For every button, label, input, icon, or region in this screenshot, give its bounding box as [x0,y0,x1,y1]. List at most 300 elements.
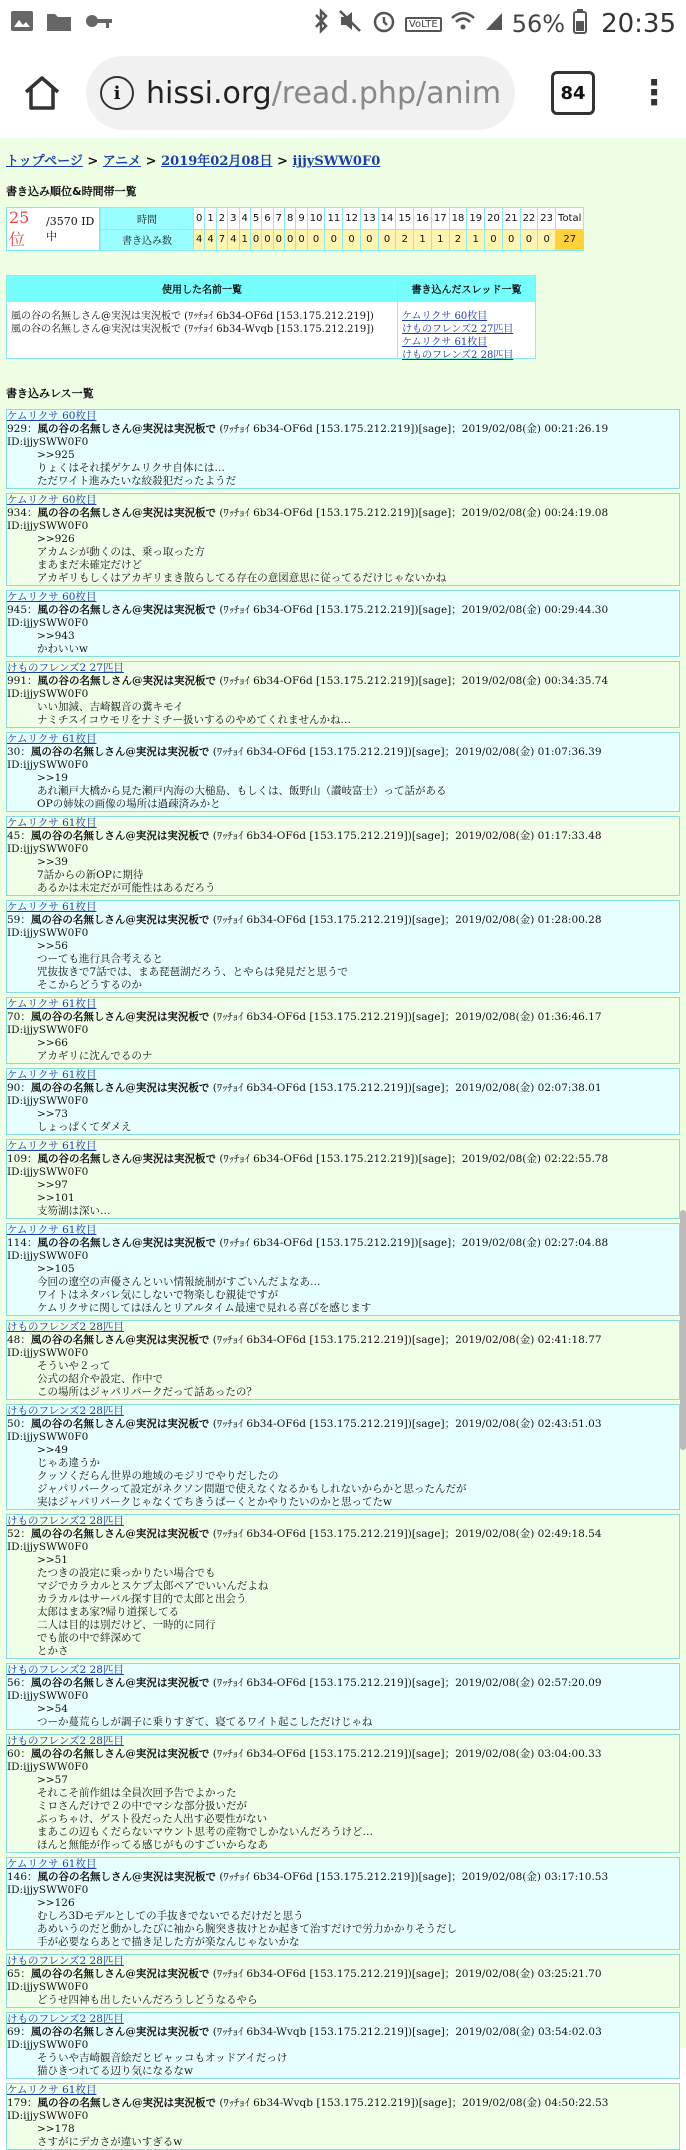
post-line: でも旅の中で絆深めて [37,1632,142,1644]
wifi-icon [450,10,476,38]
post-separator: ； [451,675,462,687]
post-separator: ； [444,1968,456,1980]
post-line: まあこの辺もくだらないマウント思考の産物でしかないんだろうけど… [37,1826,373,1838]
hour-header-cell: 22 [520,208,538,230]
post-header [7,1871,679,1897]
hour-header-cell: 0 [194,208,205,230]
post-author: 風の谷の名無しさん@実況は実況板で [37,1871,217,1883]
rank-section-title: 書き込み順位&時間帯一覧 [6,185,137,198]
names-list [7,302,397,358]
hour-count-cell: 0 [343,229,361,251]
post-line: >>19 [37,772,68,784]
post-date: 2019/02/08(金) 00:29:44.30 ID:ijjySWW0F0 [7,604,609,629]
hour-header-cell: 13 [360,208,378,230]
hour-count-cell: 0 [296,229,307,251]
post-line: >>126 [37,1897,75,1909]
post-separator: ： [20,1748,31,1760]
post-trip: (ﾜｯﾁｮｲ 6b34-OF6d [153.175.212.219])[sage] [212,1418,445,1430]
post [6,1404,680,1510]
post-separator: ： [27,675,38,687]
post-line: 7話からの新OPに期待 [37,869,144,881]
post-number: 45 [7,830,21,842]
post-trip: (ﾜｯﾁｮｲ 6b34-OF6d [153.175.212.219])[sage] [212,1968,445,1980]
post-separator: ： [20,2026,31,2038]
rank-table [6,207,680,251]
post-thread-link[interactable]: けものフレンズ2 28匹目 [7,2013,124,2025]
breadcrumb-category-link[interactable]: アニメ [102,154,142,169]
scrollbar[interactable] [680,1210,686,1450]
post-number: 52 [7,1528,21,1540]
post-line: 二人は目的は別だけど、一時的に同行 [37,1619,216,1631]
post-thread-link[interactable]: ケムリクサ 61枚目 [7,901,97,913]
post [6,732,680,812]
post-author: 風の谷の名無しさん@実況は実況板で [30,1418,210,1430]
post-body [7,1774,679,1852]
post-number: 90 [7,1082,21,1094]
folder-icon [46,10,72,38]
overflow-menu-icon[interactable]: ⋮ [637,73,672,113]
post-header [7,1153,679,1179]
post [6,1514,680,1659]
post-thread-link[interactable]: ケムリクサ 61枚目 [7,1069,97,1081]
battery-percent: 56% [511,10,566,38]
threads-header: 書き込んだスレッド一覧 [398,276,535,302]
url-path: /read.php/anim [271,75,502,111]
post-trip: (ﾜｯﾁｮｲ 6b34-Wvqb [153.175.212.219])[sage] [212,2026,445,2038]
hour-header-cell: 23 [538,208,556,230]
post-date: 2019/02/08(金) 01:28:00.28 ID:ijjySWW0F0 [7,914,602,939]
post-line: 公式の紹介や設定、作中で [37,1373,163,1385]
post-body [7,1703,679,1729]
threads-column [398,276,535,361]
post-trip: (ﾜｯﾁｮｲ 6b34-OF6d [153.175.212.219])[sage] [212,830,445,842]
post-date: 2019/02/08(金) 02:43:51.03 ID:ijjySWW0F0 [7,1418,602,1443]
post-thread-link[interactable]: ケムリクサ 61枚目 [7,1224,97,1236]
hour-count-cell: 4 [228,229,239,251]
post-number: 59 [7,914,21,926]
post-number: 945 [7,604,28,616]
post-thread-link[interactable]: ケムリクサ 61枚目 [7,2084,97,2096]
status-right-icons [313,8,676,40]
post-author: 風の谷の名無しさん@実況は実況板で [30,1968,210,1980]
post-header [7,604,679,630]
post-number: 109 [7,1153,28,1165]
hour-header-cell: 12 [343,208,361,230]
count-label: 書き込み数 [101,229,194,251]
posts-section-title: 書き込みレス一覧 [6,387,94,400]
post-header [7,423,679,449]
browser-toolbar [0,48,686,138]
hour-header-cell: 16 [414,208,432,230]
breadcrumb-sep: > [141,154,162,169]
thread-link[interactable]: けものフレンズ2 27匹目 [402,324,514,335]
post-body [7,2123,679,2149]
post-line: あれ瀬戸大橋から見た瀬戸内海の大槌島、もしくは、飯野山（讃岐富士）って話がある [37,785,447,797]
breadcrumb [6,150,680,169]
post-line: まあまだ未確定だけど [37,559,142,571]
post-thread-link[interactable]: ケムリクサ 61枚目 [7,998,97,1010]
post-body [7,856,679,895]
post-thread-link[interactable]: ケムリクサ 60枚目 [7,591,97,603]
post-body [7,701,679,727]
names-table [6,275,536,359]
post-separator: ： [27,604,38,616]
post-date: 2019/02/08(金) 01:17:33.48 ID:ijjySWW0F0 [7,830,602,855]
post-header [7,1528,679,1554]
key-icon [84,10,114,38]
home-icon [22,74,62,112]
thread-link[interactable]: けものフレンズ2 28匹目 [402,350,514,361]
post-number: 146 [7,1871,28,1883]
post-number: 114 [7,1237,28,1249]
post-author: 風の谷の名無しさん@実況は実況板で [37,1153,217,1165]
post-trip: (ﾜｯﾁｮｲ 6b34-OF6d [153.175.212.219])[sage] [212,746,445,758]
post-author: 風の谷の名無しさん@実況は実況板で [30,1528,210,1540]
post-trip: (ﾜｯﾁｮｲ 6b34-OF6d [153.175.212.219])[sage] [212,1528,445,1540]
post-line: 猫ひきつれてる辺り気になるなw [37,2065,193,2077]
post-thread-link[interactable]: ケムリクサ 60枚目 [7,494,97,506]
post-separator: ： [27,1237,38,1249]
post-separator: ： [20,1418,31,1430]
hour-count-cell: 4 [205,229,216,251]
post-author: 風の谷の名無しさん@実況は実況板で [30,914,210,926]
post-line: あるかは未定だが可能性はあるだろう [37,882,216,894]
post-trip: (ﾜｯﾁｮｲ 6b34-OF6d [153.175.212.219])[sage] [212,1748,445,1760]
post [6,2083,680,2150]
post-body [7,1554,679,1658]
hour-header-cell: 2 [216,208,227,230]
signal-icon [484,10,504,38]
post-line: そういや吉崎観音絵だとビャッコもオッドアイだっけ [37,2052,288,2064]
hour-count-cell: 1 [239,229,250,251]
post-number: 991 [7,675,28,687]
post-line: >>39 [37,856,68,868]
post-author: 風の谷の名無しさん@実況は実況板で [30,1011,210,1023]
hour-header-cell: 9 [296,208,307,230]
post-trip: (ﾜｯﾁｮｲ 6b34-OF6d [153.175.212.219])[sage] [212,1677,445,1689]
post-separator: ： [27,507,38,519]
post-body [7,1897,679,1949]
hour-count-cell: 1 [431,229,449,251]
post [6,900,680,993]
hour-header-cell: 17 [431,208,449,230]
post-thread-link[interactable]: ケムリクサ 61枚目 [7,733,97,745]
post-thread-link[interactable]: けものフレンズ2 28匹目 [7,1515,124,1527]
hour-count-cell: 2 [396,229,414,251]
post-separator: ； [451,2097,463,2109]
name-entry: 風の谷の名無しさん@実況は実況板で (ﾜｯﾁｮｲ 6b34-OF6d [153.175.212.219]) [11,311,374,322]
post-line: さすがにデカさが違いすぎるw [37,2136,183,2148]
hour-header-cell: 20 [485,208,503,230]
post-header [7,1748,679,1774]
post-separator: ； [451,507,462,519]
post-author: 風の谷の名無しさん@実況は実況板で [37,2097,217,2109]
post-author: 風の谷の名無しさん@実況は実況板で [37,675,217,687]
post-author: 風の谷の名無しさん@実況は実況板で [30,2026,210,2038]
post [6,2012,680,2079]
hour-count-cell: 0 [250,229,261,251]
mute-icon [337,8,363,40]
post-line: ワイトはネタバレ気にしないで物楽しむ親徒ですが [37,1289,279,1301]
post-header [7,1237,679,1263]
info-icon[interactable]: i [100,76,134,110]
post-line: どうせ四神も出したいんだろうしどうなるやら [37,1994,258,2006]
post-author: 風の谷の名無しさん@実況は実況板で [30,1082,210,1094]
post-line: クッソくだらん世界の地域のモジリでやりだしたの [37,1470,279,1482]
hour-count-cell: 0 [262,229,273,251]
post-line: >>105 [37,1263,75,1275]
post-separator: ： [27,1153,38,1165]
post-thread-link[interactable]: けものフレンズ2 27匹目 [7,662,124,674]
post-line: >>178 [37,2123,75,2135]
post [6,409,680,489]
post-line: じゃあ違うか [37,1457,100,1469]
post-separator: ； [444,2026,456,2038]
post-separator: ： [20,1334,31,1346]
hour-count-cell: 0 [538,229,556,251]
post-number: 69 [7,2026,21,2038]
post-line: >>97 [37,1179,68,1191]
post-line: マジでカラカルとスケブ太郎ペアでいいんだよね [37,1580,269,1592]
post-separator: ； [444,914,456,926]
post-number: 50 [7,1418,21,1430]
post-trip: (ﾜｯﾁｮｲ 6b34-Wvqb [153.175.212.219])[sage] [219,2097,452,2109]
post-separator: ： [20,1677,31,1689]
rank-number: 25 位 [9,208,30,249]
hour-header-cell: 7 [273,208,284,230]
post-separator: ： [20,1082,31,1094]
post-line: >>56 [37,940,68,952]
post-separator: ； [444,1677,456,1689]
post-author: 風の谷の名無しさん@実況は実況板で [30,1748,210,1760]
post-separator: ； [451,423,462,435]
post-line: 太郎はまあ家?帰り道探してる [37,1606,180,1618]
post-trip: (ﾜｯﾁｮｲ 6b34-OF6d [153.175.212.219])[sage] [219,675,452,687]
post-trip: (ﾜｯﾁｮｲ 6b34-OF6d [153.175.212.219])[sage] [212,1082,445,1094]
hour-count-cell: 0 [378,229,396,251]
post-body [7,630,679,656]
post-separator: ： [20,1011,31,1023]
post-body [7,1994,679,2007]
post-line: ケムリクサに関してはほんとリアルタイム最速で見れる喜びを感じます [37,1302,372,1314]
post-separator: ； [451,1237,462,1249]
posts-list [6,409,680,2150]
post-line: OPの姉妹の画像の場所は過疎済みかと [37,798,221,810]
post-line: ただワイト進みたいな絞殺犯だったようだ [37,475,237,487]
post-header [7,675,679,701]
post-date: 2019/02/08(金) 02:22:55.78 ID:ijjySWW0F0 [7,1153,609,1178]
post-date: 2019/02/08(金) 03:17:10.53 ID:ijjySWW0F0 [7,1871,609,1896]
hour-count-cell: 0 [307,229,325,251]
post-line: 実はジャパリパークじゃなくてちきうぱーくとかやりたいのかと思ってたw [37,1496,392,1508]
post-line: >>66 [37,1037,68,1049]
time-label: 時間 [101,208,194,230]
hour-header-cell: 5 [250,208,261,230]
post-trip: (ﾜｯﾁｮｲ 6b34-OF6d [153.175.212.219])[sage] [219,1871,452,1883]
post-header [7,1418,679,1444]
post [6,816,680,896]
page-content [0,138,686,2148]
hour-header-cell: 21 [502,208,520,230]
post-line: つーか蔓荒らしが調子に乗りすぎて、寝てるワイト起こしただけじゃね [37,1716,373,1728]
post [6,1139,680,1219]
post-body [7,1263,679,1315]
post-thread-link[interactable]: ケムリクサ 61枚目 [7,1858,97,1870]
status-left-icons [10,10,114,38]
post-thread-link[interactable]: ケムリクサ 61枚目 [7,817,97,829]
post-thread-link[interactable]: ケムリクサ 61枚目 [7,1140,97,1152]
post-thread-link[interactable]: けものフレンズ2 28匹目 [7,1664,124,1676]
post-separator: ： [27,2097,38,2109]
post-trip: (ﾜｯﾁｮｲ 6b34-OF6d [153.175.212.219])[sage] [219,1237,452,1249]
post [6,1223,680,1316]
post-number: 48 [7,1334,21,1346]
hour-header-cell: 1 [205,208,216,230]
breadcrumb-top-link[interactable]: トップページ [6,154,83,169]
post-date: 2019/02/08(金) 02:07:38.01 ID:ijjySWW0F0 [7,1082,602,1107]
post-date: 2019/02/08(金) 00:21:26.19 ID:ijjySWW0F0 [7,423,609,448]
post-line: いい加減、吉崎観音の糞キモイ [37,701,184,713]
hour-header-cell: 15 [396,208,414,230]
post-date: 2019/02/08(金) 00:34:35.74 ID:ijjySWW0F0 [7,675,609,700]
post-header [7,830,679,856]
image-icon [10,10,34,38]
post-date: 2019/02/08(金) 02:27:04.88 ID:ijjySWW0F0 [7,1237,609,1262]
hour-count-cell: 0 [502,229,520,251]
post-line: >>926 [37,533,75,545]
hour-count-cell: 2 [449,229,467,251]
post-author: 風の谷の名無しさん@実況は実況板で [37,507,217,519]
hour-count-cell: 0 [520,229,538,251]
url-host: hissi.org [146,75,272,111]
post-line: 手が必要ならあとで描き足した方が楽なんじゃないかな [37,1936,300,1948]
breadcrumb-id-link[interactable]: ijjySWW0F0 [292,154,381,169]
post-date: 2019/02/08(金) 03:04:00.33 ID:ijjySWW0F0 [7,1748,602,1773]
post-thread-link[interactable]: けものフレンズ2 28匹目 [7,1735,124,1747]
post-separator: ； [444,1418,456,1430]
hour-count-cell: 1 [467,229,485,251]
names-column [7,276,398,358]
post-line: >>51 [37,1554,68,1566]
post-separator: ； [451,1153,462,1165]
post [6,590,680,657]
post-body [7,1444,679,1509]
hour-header-cell: 10 [307,208,325,230]
status-bar [0,0,686,48]
rank-total: /3570 ID中 [46,214,95,243]
hour-count-cell: 0 [285,229,296,251]
post-body [7,533,679,585]
hour-header-cell: 3 [228,208,239,230]
post [6,1954,680,2008]
hour-header-cell: Total [556,208,584,230]
post-number: 929 [7,423,28,435]
post-line: カラカルはサーバル探す目的で太郎と出会う [37,1593,247,1605]
post-author: 風の谷の名無しさん@実況は実況板で [37,1237,217,1249]
post-number: 30 [7,746,21,758]
post-line: >>49 [37,1444,68,1456]
post-date: 2019/02/08(金) 03:25:21.70 ID:ijjySWW0F0 [7,1968,602,1993]
names-header: 使用した名前一覧 [7,276,397,302]
post-number: 179 [7,2097,28,2109]
post [6,1857,680,1950]
home-button[interactable] [12,63,72,123]
post [6,997,680,1064]
post-body [7,1037,679,1063]
thread-link[interactable]: ケムリクサ 60枚目 [402,311,488,322]
hour-count-cell: 0 [485,229,503,251]
post-thread-link[interactable]: けものフレンズ2 28匹目 [7,1321,124,1333]
post-header [7,1334,679,1360]
post-separator: ； [444,1082,456,1094]
post-trip: (ﾜｯﾁｮｲ 6b34-OF6d [153.175.212.219])[sage] [219,1153,452,1165]
post-separator: ； [444,1528,456,1540]
post-number: 70 [7,1011,21,1023]
post-header [7,507,679,533]
battery-icon [573,8,587,40]
post-number: 65 [7,1968,21,1980]
post-trip: (ﾜｯﾁｮｲ 6b34-OF6d [153.175.212.219])[sage] [219,423,452,435]
post-line: ナミチスイコウモリをナミチー扱いするのやめてくれませんかね… [37,714,351,726]
post-body [7,1360,679,1399]
post-separator: ： [20,1528,31,1540]
post-date: 2019/02/08(金) 03:54:02.03 ID:ijjySWW0F0 [7,2026,602,2051]
hour-header-cell: 11 [325,208,343,230]
breadcrumb-date-link[interactable]: 2019年02月08日 [161,154,273,169]
post-separator: ； [444,1748,456,1760]
post-thread-link[interactable]: けものフレンズ2 28匹目 [7,1955,124,1967]
post-line: 咒抜抜きで7話では、まあ琵琶湖だろう、とやらは発見だと思うで [37,966,349,978]
thread-link[interactable]: ケムリクサ 61枚目 [402,337,488,348]
post-author: 風の谷の名無しさん@実況は実況板で [37,423,217,435]
post [6,493,680,586]
post [6,1320,680,1400]
post-line: 今回の遼空の声優さんといい情報統制がすごいんだよなあ… [37,1276,321,1288]
post-body [7,940,679,992]
hour-header-cell: 19 [467,208,485,230]
post-trip: (ﾜｯﾁｮｲ 6b34-OF6d [153.175.212.219])[sage] [212,1334,445,1346]
post-author: 風の谷の名無しさん@実況は実況板で [30,1334,210,1346]
post-header [7,1082,679,1108]
post-body [7,1108,679,1134]
name-entry: 風の谷の名無しさん@実況は実況板で (ﾜｯﾁｮｲ 6b34-Wvqb [153.175.212.219]) [11,324,375,335]
post-date: 2019/02/08(金) 04:50:22.53 ID:ijjySWW0F0 [7,2097,609,2122]
post-line: たつきの設定に乗っかりたい場合でも [37,1567,216,1579]
post-date: 2019/02/08(金) 02:57:20.09 ID:ijjySWW0F0 [7,1677,602,1702]
post-line: とかさ [37,1645,69,1657]
post-line: あめいうのだと動かしたびに袖から腕突き抜けとか起きて治すだけで労力かかりそうだし [37,1923,457,1935]
post-author: 風の谷の名無しさん@実況は実況板で [30,746,210,758]
hour-count-cell: 7 [216,229,227,251]
post-thread-link[interactable]: ケムリクサ 60枚目 [7,410,97,422]
post-number: 56 [7,1677,21,1689]
post-thread-link[interactable]: けものフレンズ2 28匹目 [7,1405,124,1417]
bluetooth-icon [313,8,329,40]
post-header [7,1677,679,1703]
post-number: 60 [7,1748,21,1760]
hour-count-cell: 0 [325,229,343,251]
tab-switcher-button[interactable]: 84 [551,71,595,115]
post-line: >>925 [37,449,75,461]
post-body [7,1179,679,1218]
address-bar[interactable] [86,56,515,130]
hour-header-cell: 18 [449,208,467,230]
post-date: 2019/02/08(金) 00:24:19.08 ID:ijjySWW0F0 [7,507,609,532]
post-line: >>943 [37,630,75,642]
hourly-table [100,207,584,251]
post-line: アカギリに沈んでるのナ [37,1050,153,1062]
post-separator: ； [451,1871,462,1883]
